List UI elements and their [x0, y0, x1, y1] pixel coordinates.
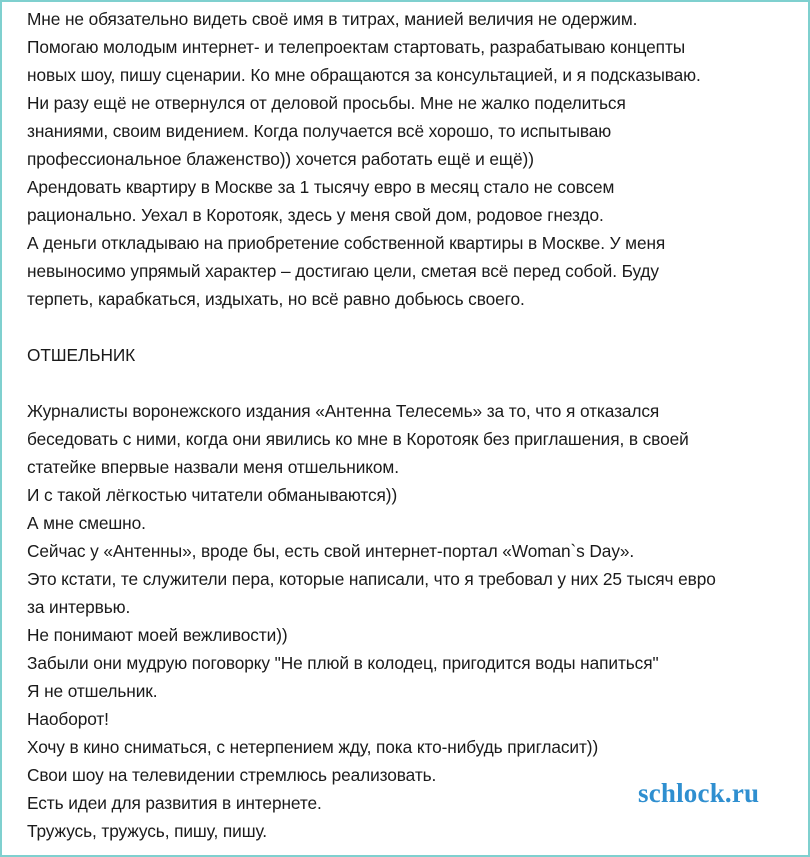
text-line: рационально. Уехал в Коротояк, здесь у меня свой дом, родовое гнездо.	[27, 205, 604, 225]
article-body	[27, 5, 804, 845]
text-line: за интервью.	[27, 597, 131, 617]
text-line: беседовать с ними, когда они явились ко мне в Коротояк без приглашения, в своей	[27, 429, 689, 449]
text-line: терпеть, карабкаться, издыхать, но всё равно добьюсь своего.	[27, 289, 525, 309]
text-line: Хочу в кино сниматься, с нетерпением жду, пока кто-нибудь пригласит))	[27, 737, 599, 757]
section-heading: ОТШЕЛЬНИК	[27, 345, 136, 365]
text-line: А мне смешно.	[27, 513, 146, 533]
text-line: Наоборот!	[27, 709, 109, 729]
text-line: А деньги откладываю на приобретение собственной квартиры в Москве. У меня	[27, 233, 666, 253]
text-line: Тружусь, тружусь, пишу, пишу.	[27, 821, 267, 841]
text-line: Свои шоу на телевидении стремлюсь реализовать.	[27, 765, 437, 785]
text-line: Это кстати, те служители пера, которые написали, что я требовал у них 25 тысяч евро	[27, 569, 716, 589]
text-line: Ни разу ещё не отвернулся от деловой просьбы. Мне не жалко поделиться	[27, 93, 626, 113]
text-line: Есть идеи для развития в интернете.	[27, 793, 322, 813]
text-line: Помогаю молодым интернет- и телепроектам стартовать, разрабатываю концепты	[27, 37, 686, 57]
text-line: статейке впервые назвали меня отшельником.	[27, 457, 399, 477]
text-line: невыносимо упрямый характер – достигаю цели, сметая всё перед собой. Буду	[27, 261, 659, 281]
spacer	[27, 313, 804, 341]
spacer	[27, 369, 804, 397]
text-line: Мне не обязательно видеть своё имя в титрах, манией величия не одержим.	[27, 9, 638, 29]
text-line: Забыли они мудрую поговорку "Не плюй в колодец, пригодится воды напиться"	[27, 653, 659, 673]
paragraph-1	[27, 5, 804, 313]
text-line: Арендовать квартиру в Москве за 1 тысячу евро в месяц стало не совсем	[27, 177, 615, 197]
text-line: Журналисты воронежского издания «Антенна Телесемь» за то, что я отказался	[27, 401, 660, 421]
text-line: Не понимают моей вежливости))	[27, 625, 288, 645]
site-watermark: schlock.ru	[638, 778, 760, 808]
text-line: новых шоу, пишу сценарии. Ко мне обращаются за консультацией, и я подсказываю.	[27, 65, 701, 85]
text-line: И с такой лёгкостью читатели обманываются))	[27, 485, 398, 505]
text-line: Я не отшельник.	[27, 681, 158, 701]
text-line: профессиональное блаженство)) хочется работать ещё и ещё))	[27, 149, 534, 169]
text-line: Сейчас у «Антенны», вроде бы, есть свой интернет-портал «Woman`s Day».	[27, 541, 635, 561]
text-line: знаниями, своим видением. Когда получается всё хорошо, то испытываю	[27, 121, 612, 141]
